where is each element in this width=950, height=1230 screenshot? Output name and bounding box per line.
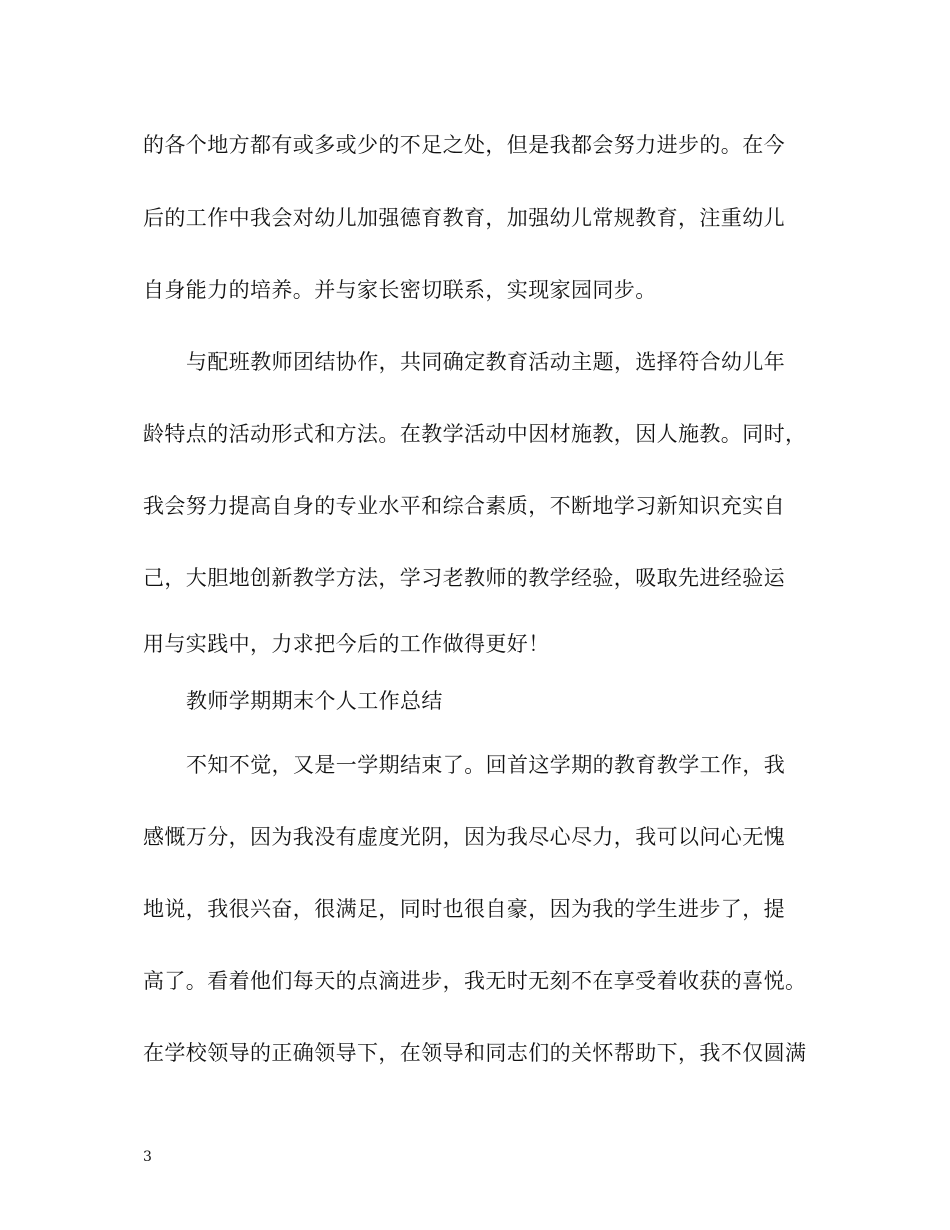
paragraph-start-line: 与配班教师团结协作，共同确定教育活动主题，选择符合幼儿年 — [186, 350, 786, 374]
text-line: 自身能力的培养。并与家长密切联系，实现家园同步。 — [143, 278, 657, 302]
page-number: 3 — [143, 1149, 152, 1165]
text-line: 龄特点的活动形式和方法。在教学活动中因材施教，因人施教。同时， — [143, 422, 807, 446]
text-line: 高了。看着他们每天的点滴进步，我无时无刻不在享受着收获的喜悦。 — [143, 969, 807, 993]
paragraph-start-line: 不知不觉，又是一学期结束了。回首这学期的教育教学工作，我 — [186, 753, 786, 777]
text-line: 后的工作中我会对幼儿加强德育教育，加强幼儿常规教育，注重幼儿 — [143, 206, 785, 230]
text-line: 我会努力提高自身的专业水平和综合素质，不断地学习新知识充实自 — [143, 494, 785, 518]
text-line: 地说，我很兴奋，很满足，同时也很自豪，因为我的学生进步了，提 — [143, 897, 785, 921]
text-line: 感慨万分，因为我没有虚度光阴，因为我尽心尽力，我可以问心无愧 — [143, 825, 785, 849]
text-line: 用与实践中，力求把今后的工作做得更好！ — [143, 632, 550, 656]
section-heading: 教师学期期末个人工作总结 — [186, 689, 443, 713]
text-line: 的各个地方都有或多或少的不足之处，但是我都会努力进步的。在今 — [143, 133, 785, 157]
text-line: 己，大胆地创新教学方法，学习老教师的教学经验，吸取先进经验运 — [143, 566, 785, 590]
text-line: 在学校领导的正确领导下，在领导和同志们的关怀帮助下，我不仅圆满 — [143, 1041, 807, 1065]
